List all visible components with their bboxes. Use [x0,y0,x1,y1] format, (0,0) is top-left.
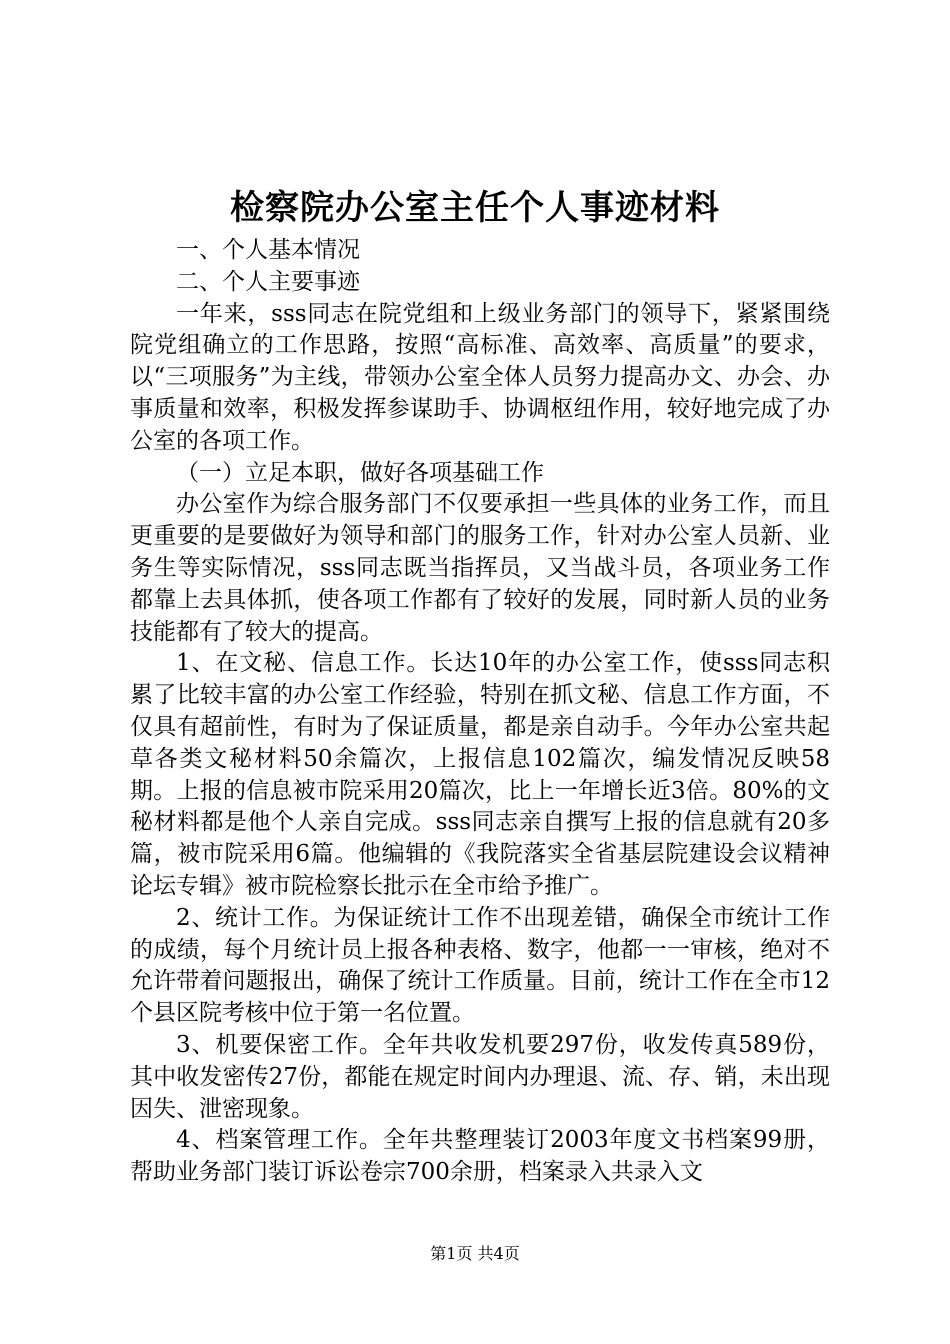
body-paragraph: 1、在文秘、信息工作。长达10年的办公室工作，使sss同志积累了比较丰富的办公室工作经验，特别在抓文秘、信息工作方面，不仅具有超前性，有时为了保证质量，都是亲自动手。今年办公室共起草各类文秘材料50余篇次，上报信息102篇次，编发情况反映58期。上报的信息被市院采用20篇次，比上一年增长近3倍。80%的文秘材料都是他个人亲自完成。sss同志亲自撰写上报的信息就有20多篇，被市院采用6篇。他编辑的《我院落实全省基层院建设会议精神论坛专辑》被市院检察长批示在全市给予推广。 [130,650,830,899]
subsection-heading: （一）立足本职，做好各项基础工作 [176,459,544,486]
section-heading-main-deeds: 二、个人主要事迹 [176,268,360,295]
body-paragraph: 办公室作为综合服务部门不仅要承担一些具体的业务工作，而且更重要的是要做好为领导和部门的服务工作，针对办公室人员新、业务生等实际情况，sss同志既当指挥员，又当战斗员，各项业务工作都靠上去具体抓，使各项工作都有了较好的发展，同时新人员的业务技能都有了较大的提高。 [130,491,830,645]
document-body [130,235,830,1189]
body-paragraph: 2、统计工作。为保证统计工作不出现差错，确保全市统计工作的成绩，每个月统计员上报各种表格、数字，他都一一审核，绝对不允许带着问题报出，确保了统计工作质量。目前，统计工作在全市12个县区院考核中位于第一名位置。 [130,904,830,1027]
body-paragraph: 4、档案管理工作。全年共整理装订2003年度文书档案99册，帮助业务部门装订诉讼卷宗700余册，档案录入共录入文 [130,1127,830,1186]
page-number-footer: 第1页 共4页 [430,1244,520,1263]
document-title: 检察院办公室主任个人事迹材料 [230,188,720,228]
body-paragraph: 3、机要保密工作。全年共收发机要297份，收发传真589份，其中收发密传27份，都能在规定时间内办理退、流、存、销，未出现因失、泄密现象。 [130,1031,830,1122]
body-paragraph: 一年来，sss同志在院党组和上级业务部门的领导下，紧紧围绕院党组确立的工作思路，按照“高标准、高效率、高质量”的要求，以“三项服务”为主线，带领办公室全体人员努力提高办文、办会、办事质量和效率，积极发挥参谋助手、协调枢纽作用，较好地完成了办公室的各项工作。 [130,300,830,454]
section-heading-basic-info: 一、个人基本情况 [176,237,360,263]
